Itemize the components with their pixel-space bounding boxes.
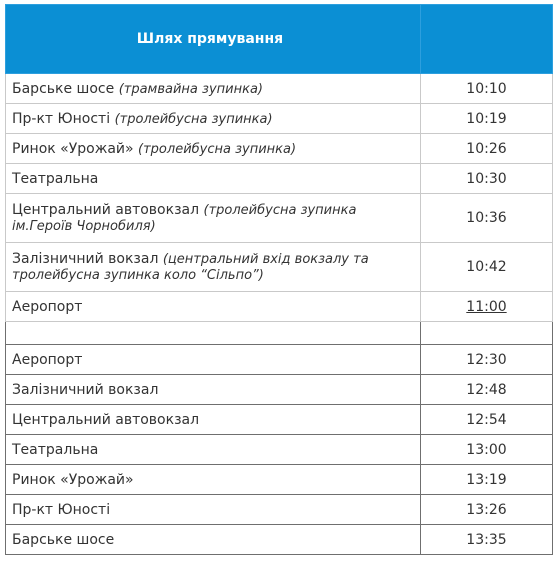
table-row — [6, 194, 553, 243]
table-row — [6, 375, 553, 405]
stop-cell — [6, 164, 421, 194]
stop-note: (трамвайна зупинка) — [118, 81, 263, 97]
stop-name: Пр-кт Юності — [12, 110, 111, 127]
time-cell: 10:10 — [420, 74, 552, 104]
table-row — [6, 104, 553, 134]
stop-cell — [6, 243, 421, 292]
empty-cell — [420, 322, 552, 345]
stop-cell: Аеропорт — [6, 345, 421, 375]
table-row — [6, 243, 553, 292]
stop-cell — [6, 134, 421, 164]
stop-note: (тролейбусна зупинка) — [114, 111, 273, 127]
stop-name: Театральна — [12, 170, 99, 187]
time-cell: 12:48 — [420, 375, 552, 405]
stop-cell — [6, 74, 421, 104]
table-row — [6, 74, 553, 104]
table-row — [6, 525, 553, 555]
time-cell: 11:00 — [420, 292, 552, 322]
stop-note: (центральний вхід вокзалу та тролейбусна зупинка коло “Сільпо”) — [12, 252, 369, 283]
time-cell: 13:19 — [420, 465, 552, 495]
table-row — [6, 345, 553, 375]
separator-row — [6, 322, 553, 345]
route-schedule-table — [5, 4, 553, 555]
time-cell: 10:42 — [420, 243, 552, 292]
table-row — [6, 405, 553, 435]
time-cell: 12:30 — [420, 345, 552, 375]
table-row — [6, 164, 553, 194]
time-cell: 12:54 — [420, 405, 552, 435]
stop-cell — [6, 194, 421, 243]
stop-cell: Центральний автовокзал — [6, 405, 421, 435]
time-cell: 10:30 — [420, 164, 552, 194]
stop-cell — [6, 104, 421, 134]
table-row — [6, 292, 553, 322]
time-cell: 13:35 — [420, 525, 552, 555]
stop-name: Барське шосе — [12, 80, 115, 97]
time-cell: 13:26 — [420, 495, 552, 525]
table-row — [6, 435, 553, 465]
stop-name: Залізничний вокзал — [12, 251, 159, 267]
stop-cell: Театральна — [6, 435, 421, 465]
stop-note: (тролейбусна зупинка) — [138, 141, 297, 157]
stop-cell — [6, 292, 421, 322]
stop-note: (тролейбусна зупинка ім.Героїв Чорнобиля) — [12, 203, 357, 234]
stop-name: Ринок «Урожай» — [12, 140, 134, 157]
stop-cell: Пр-кт Юності — [6, 495, 421, 525]
stop-cell: Ринок «Урожай» — [6, 465, 421, 495]
route-column-header: Шлях прямування — [6, 5, 421, 74]
stop-cell: Залізничний вокзал — [6, 375, 421, 405]
table-row — [6, 134, 553, 164]
empty-cell — [6, 322, 421, 345]
stop-name: Центральний автовокзал — [12, 202, 200, 218]
table-row — [6, 465, 553, 495]
time-column-header — [420, 5, 552, 74]
time-cell: 13:00 — [420, 435, 552, 465]
stop-cell: Барське шосе — [6, 525, 421, 555]
time-cell: 10:19 — [420, 104, 552, 134]
stop-name: Аеропорт — [12, 298, 83, 315]
table-row — [6, 495, 553, 525]
time-cell: 10:26 — [420, 134, 552, 164]
table-header-row — [6, 5, 553, 74]
time-cell: 10:36 — [420, 194, 552, 243]
